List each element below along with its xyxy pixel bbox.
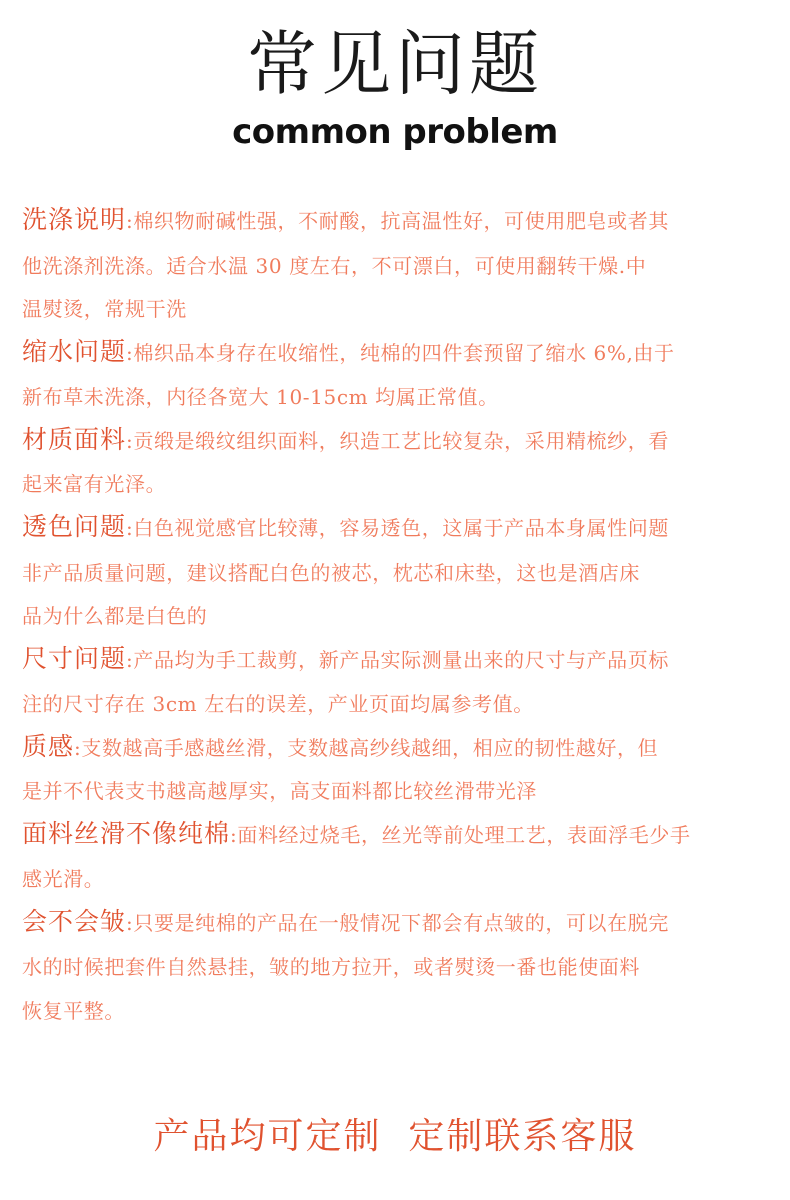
faq-separator: : <box>126 516 134 540</box>
faq-answer-line: 支数越高手感越丝滑，支数越高纱线越细，相应的韧性越好，但 <box>81 735 659 760</box>
faq-answer-line: 注的尺寸存在 3cm 左右的误差，产业页面均属参考值。 <box>22 691 534 716</box>
faq-item-size <box>22 637 782 725</box>
faq-separator: : <box>230 823 238 847</box>
faq-question: 材质面料 <box>22 424 127 454</box>
faq-answer-line: 只要是纯棉的产品在一般情况下都会有点皱的，可以在脱完 <box>133 910 669 935</box>
faq-question: 尺寸问题 <box>22 644 127 673</box>
faq-separator: : <box>126 428 134 453</box>
faq-question: 缩水问题 <box>22 337 127 366</box>
faq-answer-line: 面料经过烧毛，丝光等前处理工艺，表面浮毛少手 <box>237 823 691 847</box>
faq-separator: : <box>74 735 82 760</box>
faq-question: 会不会皱 <box>22 906 127 936</box>
faq-answer-line: 棉织品本身存在收缩性，纯棉的四件套预留了缩水 6%,由于 <box>133 341 675 365</box>
faq-answer-line: 水的时候把套件自然悬挂，皱的地方拉开，或者熨烫一番也能使面料 <box>22 955 640 979</box>
faq-item-texture <box>22 725 782 813</box>
faq-separator: : <box>126 910 134 935</box>
faq-answer-line: 他洗涤剂洗涤。适合水温 30 度左右，不可漂白，可使用翻转干燥.中 <box>22 253 647 278</box>
page-title: 常见问题 <box>247 23 543 105</box>
faq-question: 质感 <box>22 731 75 761</box>
faq-answer-line: 新布草未洗涤，内径各宽大 10-15cm 均属正常值。 <box>22 384 499 409</box>
faq-answer-line: 贡缎是缎纹组织面料，织造工艺比较复杂，采用精梳纱，看 <box>133 428 669 453</box>
faq-answer-line: 起来富有光泽。 <box>22 472 167 496</box>
faq-answer-line: 温熨烫，常规干洗 <box>22 297 187 321</box>
faq-answer-line: 品为什么都是白色的 <box>22 604 208 628</box>
faq-answer-line: 白色视觉感官比较薄，容易透色，这属于产品本身属性问题 <box>133 516 669 540</box>
faq-item-smoothness <box>22 812 782 900</box>
faq-answer-line: 棉织物耐碱性强，不耐酸，抗高温性好，可使用肥皂或者其 <box>133 209 669 233</box>
faq-separator: : <box>126 209 134 233</box>
faq-item-shrinkage <box>22 330 782 418</box>
faq-question: 透色问题 <box>22 512 127 541</box>
faq-question: 洗涤说明 <box>22 205 127 234</box>
customization-notice: 产品均可定制 定制联系客服 <box>153 1116 637 1157</box>
faq-item-material <box>22 418 782 506</box>
faq-answer-line: 感光滑。 <box>22 866 105 891</box>
faq-item-washing <box>22 198 782 330</box>
faq-answer-line: 恢复平整。 <box>22 998 125 1023</box>
faq-answer-line: 是并不代表支书越高越厚实，高支面料都比较丝滑带光泽 <box>22 779 537 803</box>
faq-separator: : <box>126 341 134 365</box>
faq-item-transparency <box>22 505 782 637</box>
faq-question: 面料丝滑不像纯棉 <box>22 819 231 848</box>
faq-answer-line: 非产品质量问题，建议搭配白色的被芯，枕芯和床垫，这也是酒店床 <box>22 560 640 585</box>
page-subtitle: common problem <box>232 112 558 152</box>
faq-separator: : <box>126 648 134 672</box>
faq-item-wrinkle <box>22 900 782 1032</box>
faq-answer-line: 产品均为手工裁剪，新产品实际测量出来的尺寸与产品页标 <box>133 648 669 672</box>
faq-list <box>22 198 782 1032</box>
